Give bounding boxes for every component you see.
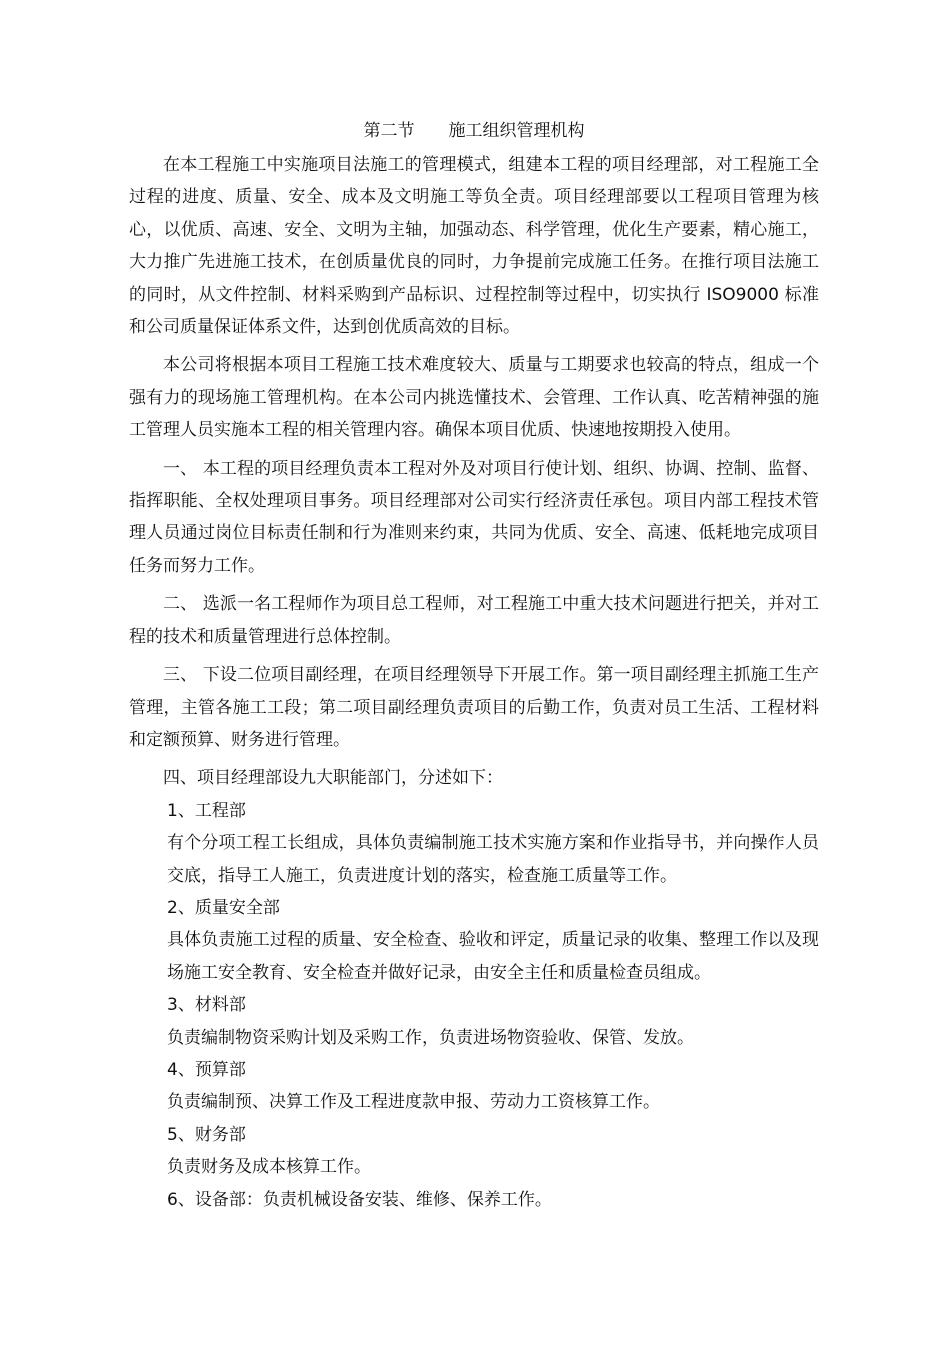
department-heading-2: 2、质量安全部 bbox=[167, 897, 280, 918]
department-desc-3: 负责编制物资采购计划及采购工作，负责进场物资验收、保管、发放。 bbox=[167, 1027, 694, 1048]
item-paragraph-1: 一、 本工程的项目经理负责本工程对外及对项目行使计划、组织、协调、控制、监督、指挥职能、全权处理项目事务。项目经理部对公司实行经济责任承包。项目内部工程技术管理人员通过岗位目标责任制和行为准则来约束，共同为优质、安全、高速、低耗地完成项目任务而努力工作。 bbox=[129, 458, 819, 576]
intro-paragraph-1: 在本工程施工中实施项目法施工的管理模式，组建本工程的项目经理部，对工程施工全过程的进度、质量、安全、成本及文明施工等负全责。项目经理部要以工程项目管理为核心，以优质、高速、安全、文明为主轴，加强动态、科学管理，优化生产要素，精心施工，大力推广先进施工技术，在创质量优良的同时，力争提前完成施工任务。在推行项目法施工的同时，从文件控制、材料采购到产品标识、过程控制等过程中，切实执行 ISO9000 标准和公司质量保证体系文件，达到创优质高效的目标。 bbox=[129, 155, 819, 338]
department-heading-1: 1、工程部 bbox=[167, 800, 246, 821]
department-desc-2: 具体负责施工过程的质量、安全检查、验收和评定，质量记录的收集、整理工作以及现场施工安全教育、安全检查并做好记录，由安全主任和质量检查员组成。 bbox=[167, 930, 819, 983]
department-desc-1: 有个分项工程工长组成，具体负责编制施工技术实施方案和作业指导书，并向操作人员交底，指导工人施工，负责进度计划的落实，检查施工质量等工作。 bbox=[167, 833, 819, 886]
department-heading-3: 3、材料部 bbox=[167, 995, 246, 1016]
department-desc-5: 负责财务及成本核算工作。 bbox=[167, 1157, 371, 1178]
department-desc-4: 负责编制预、决算工作及工程进度款申报、劳动力工资核算工作。 bbox=[167, 1092, 660, 1113]
department-heading-6: 6、设备部：负责机械设备安装、维修、保养工作。 bbox=[167, 1189, 552, 1210]
item-paragraph-2: 二、 选派一名工程师作为项目总工程师，对工程施工中重大技术问题进行把关，并对工程的技术和质量管理进行总体控制。 bbox=[129, 594, 819, 647]
department-heading-4: 4、预算部 bbox=[167, 1059, 246, 1080]
document-content bbox=[129, 117, 819, 1216]
intro-paragraph-2: 本公司将根据本项目工程施工技术难度较大、质量与工期要求也较高的特点，组成一个强有力的现场施工管理机构。在本公司内挑选懂技术、会管理、工作认真、吃苦精神强的施工管理人员实施本工程的相关管理内容。确保本项目优质、快速地按期投入使用。 bbox=[129, 355, 819, 441]
item-paragraph-4: 四、项目经理部设九大职能部门，分述如下： bbox=[163, 768, 503, 789]
department-heading-5: 5、财务部 bbox=[167, 1124, 246, 1145]
section-title: 第二节 施工组织管理机构 bbox=[363, 121, 585, 141]
item-paragraph-3: 三、 下设二位项目副经理，在项目经理领导下开展工作。第一项目副经理主抓施工生产管理，主管各施工工段；第二项目副经理负责项目的后勤工作，负责对员工生活、工程材料和定额预算、财务进行管理。 bbox=[129, 665, 819, 750]
